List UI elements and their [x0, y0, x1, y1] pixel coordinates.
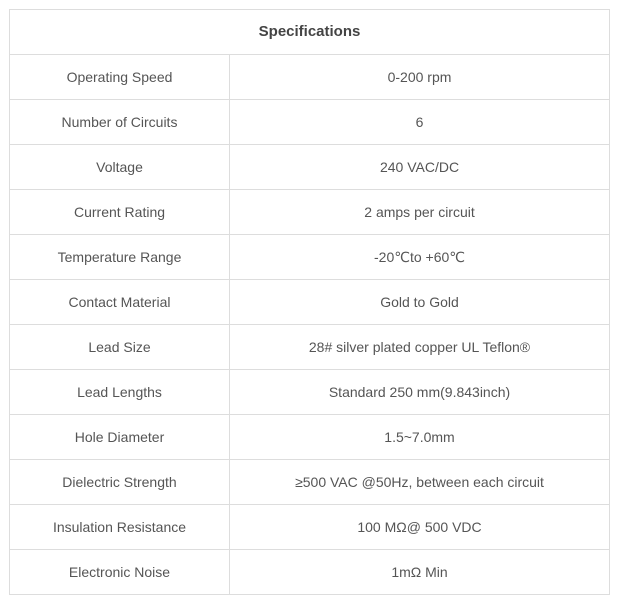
table-row	[10, 235, 610, 280]
table-row	[10, 325, 610, 370]
spec-value: 28# silver plated copper UL Teflon®	[230, 325, 610, 370]
spec-value: 6	[230, 100, 610, 145]
table-row	[10, 100, 610, 145]
spec-value: 2 amps per circuit	[230, 190, 610, 235]
spec-label: Number of Circuits	[10, 100, 230, 145]
spec-label: Lead Size	[10, 325, 230, 370]
spec-label: Operating Speed	[10, 55, 230, 100]
spec-value: 1mΩ Min	[230, 550, 610, 595]
spec-label: Voltage	[10, 145, 230, 190]
table-row	[10, 55, 610, 100]
spec-value: 0-200 rpm	[230, 55, 610, 100]
table-row	[10, 145, 610, 190]
table-row	[10, 460, 610, 505]
spec-value: 1.5~7.0mm	[230, 415, 610, 460]
spec-label: Electronic Noise	[10, 550, 230, 595]
spec-label: Lead Lengths	[10, 370, 230, 415]
spec-value: -20℃to +60℃	[230, 235, 610, 280]
specifications-table	[9, 9, 610, 595]
table-header-row	[10, 10, 610, 55]
spec-label: Temperature Range	[10, 235, 230, 280]
spec-label: Dielectric Strength	[10, 460, 230, 505]
spec-value: Standard 250 mm(9.843inch)	[230, 370, 610, 415]
spec-label: Hole Diameter	[10, 415, 230, 460]
table-title: Specifications	[10, 10, 610, 55]
spec-label: Contact Material	[10, 280, 230, 325]
spec-value: 240 VAC/DC	[230, 145, 610, 190]
table-row	[10, 550, 610, 595]
table-row	[10, 415, 610, 460]
spec-value: ≥500 VAC @50Hz, between each circuit	[230, 460, 610, 505]
spec-label: Current Rating	[10, 190, 230, 235]
spec-value: 100 MΩ@ 500 VDC	[230, 505, 610, 550]
spec-value: Gold to Gold	[230, 280, 610, 325]
spec-label: Insulation Resistance	[10, 505, 230, 550]
table-row	[10, 370, 610, 415]
table-row	[10, 280, 610, 325]
table-row	[10, 190, 610, 235]
table-row	[10, 505, 610, 550]
